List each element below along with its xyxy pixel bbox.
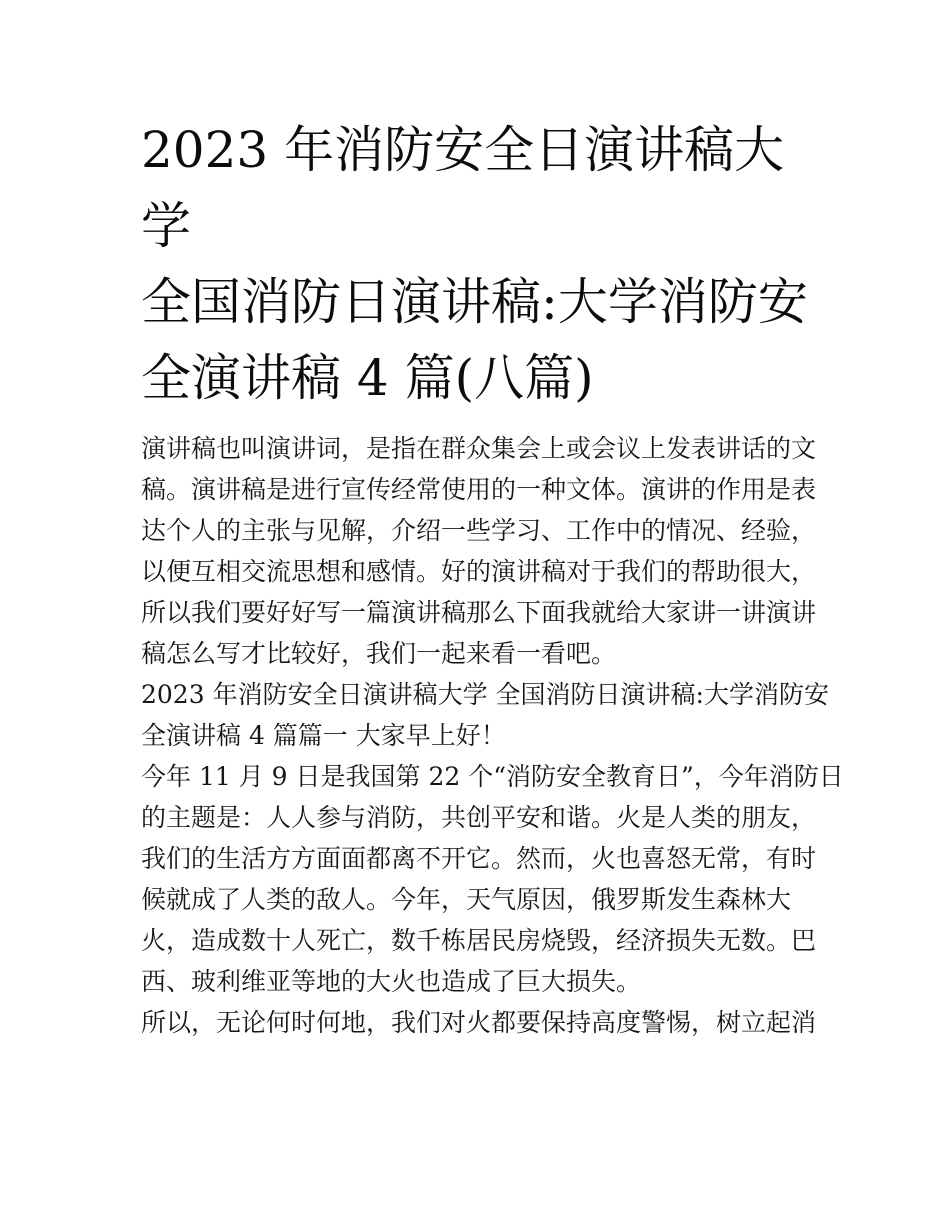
paragraph-line: 所以，无论何时何地，我们对火都要保持高度警惕，树立起消	[141, 1008, 817, 1037]
body-paragraph	[141, 1002, 817, 1043]
paragraph-line: 我们的生活方方面面都离不开它。然而，火也喜怒无常，有时	[141, 844, 817, 873]
paragraph-line: 达个人的主张与见解，介绍一些学习、工作中的情况、经验，	[141, 516, 817, 545]
title-line-1: 2023 年消防安全日演讲稿大学	[141, 121, 785, 255]
document-title	[141, 112, 813, 416]
paragraph-line: 2023 年消防安全日演讲稿大学 全国消防日演讲稿:大学消防安	[141, 680, 829, 709]
paragraph-line: 演讲稿也叫演讲词，是指在群众集会上或会议上发表讲话的文	[141, 434, 817, 463]
paragraph-line: 今年 11 月 9 日是我国第 22 个“消防安全教育日”，今年消防日	[141, 762, 844, 791]
paragraph-line: 候就成了人类的敌人。今年，天气原因，俄罗斯发生森林大	[141, 885, 792, 914]
section-heading-paragraph	[141, 674, 829, 756]
paragraph-line: 以便互相交流思想和感情。好的演讲稿对于我们的帮助很大，	[141, 557, 817, 586]
intro-paragraph	[141, 428, 817, 674]
paragraph-line: 火，造成数十人死亡，数千栋居民房烧毁，经济损失无数。巴	[141, 926, 817, 955]
paragraph-line: 稿怎么写才比较好，我们一起来看一看吧。	[141, 639, 617, 668]
title-line-2: 全国消防日演讲稿:大学消防安	[141, 273, 808, 331]
paragraph-line: 西、玻利维亚等地的大火也造成了巨大损失。	[141, 967, 642, 996]
title-line-3: 全演讲稿 4 篇(八篇)	[141, 349, 594, 407]
document-content	[141, 112, 844, 1043]
paragraph-line: 全演讲稿 4 篇篇一 大家早上好！	[141, 721, 506, 750]
paragraph-line: 稿。演讲稿是进行宣传经常使用的一种文体。演讲的作用是表	[141, 475, 817, 504]
paragraph-line: 所以我们要好好写一篇演讲稿那么下面我就给大家讲一讲演讲	[141, 598, 817, 627]
paragraph-line: 的主题是：人人参与消防，共创平安和谐。火是人类的朋友，	[141, 803, 817, 832]
body-paragraph	[141, 756, 844, 1002]
